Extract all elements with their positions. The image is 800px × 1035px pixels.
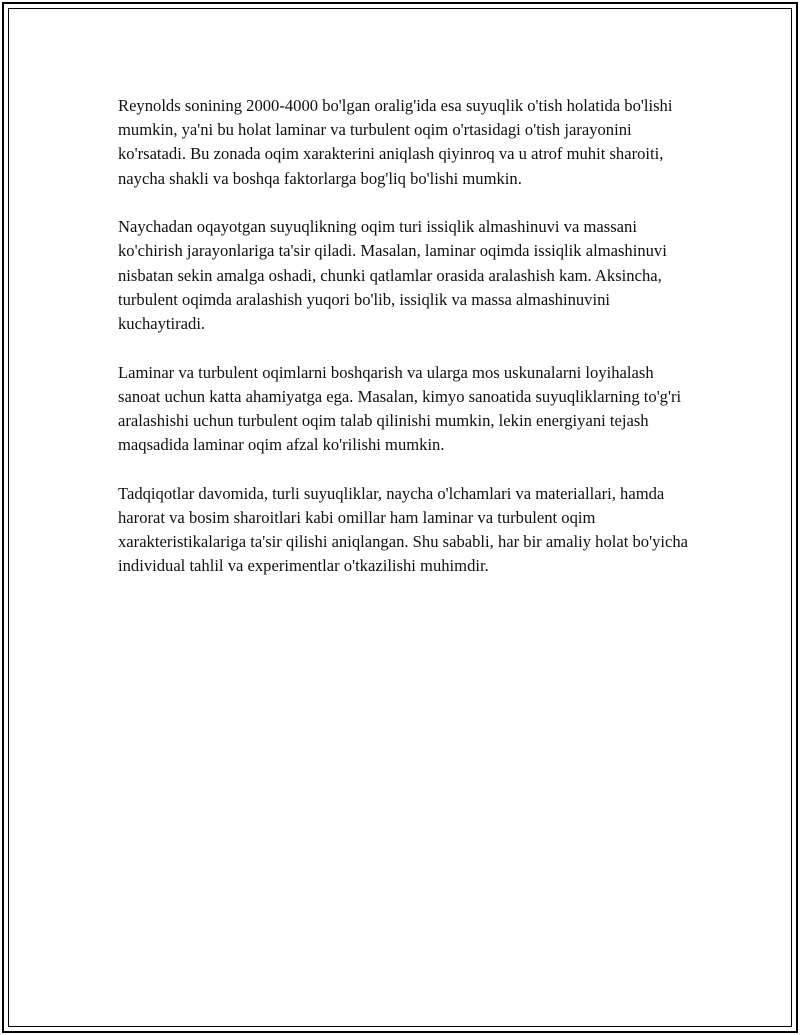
paragraph-research-factors: Tadqiqotlar davomida, turli suyuqliklar, naycha o'lchamlari va materiallari, hamda harorat va bosim sharoitlari kabi omillar ham laminar va turbulent oqim xarakteristikalariga ta'sir qilishi aniqlangan. Shu sababli, har bir amaliy holat bo'yicha individual tahlil va experimentlar o'tkazilishi muhimdir. <box>118 483 689 576</box>
paragraph-reynolds-transition: Reynolds sonining 2000-4000 bo'lgan oralig'ida esa suyuqlik o'tish holatida bo'lishi mumkin, ya'ni bu holat laminar va turbulent oqim o'rtasidagi o'tish jarayonini ko'rsatadi. Bu zonada oqim xarakterini aniqlash qiyinroq va u atrof muhit sharoiti, naycha shakli va boshqa faktorlarga bog'liq bo'lishi mumkin. <box>118 96 673 188</box>
paragraph-heat-mass-transfer: Naychadan oqayotgan suyuqlikning oqim turi issiqlik almashinuvi va massani ko'chirish jarayonlariga ta'sir qiladi. Masalan, laminar oqimda issiqlik almashinuvi nisbatan sekin amalga oshadi, chunki qatlamlar orasida aralashish kam. Aksincha, turbulent oqimda aralashish yuqori bo'lib, issiqlik va massa almashinuvini kuchaytiradi. <box>118 217 667 334</box>
document-body <box>118 94 690 603</box>
paragraph-industrial-design: Laminar va turbulent oqimlarni boshqarish va ularga mos uskunalarni loyihalash sanoat uchun katta ahamiyatga ega. Masalan, kimyo sanoatida suyuqliklarning to'g'ri aralashishi uchun turbulent oqim talab qilinishi mumkin, lekin energiyani tejash maqsadida laminar oqim afzal ko'rilishi mumkin. <box>118 362 682 455</box>
